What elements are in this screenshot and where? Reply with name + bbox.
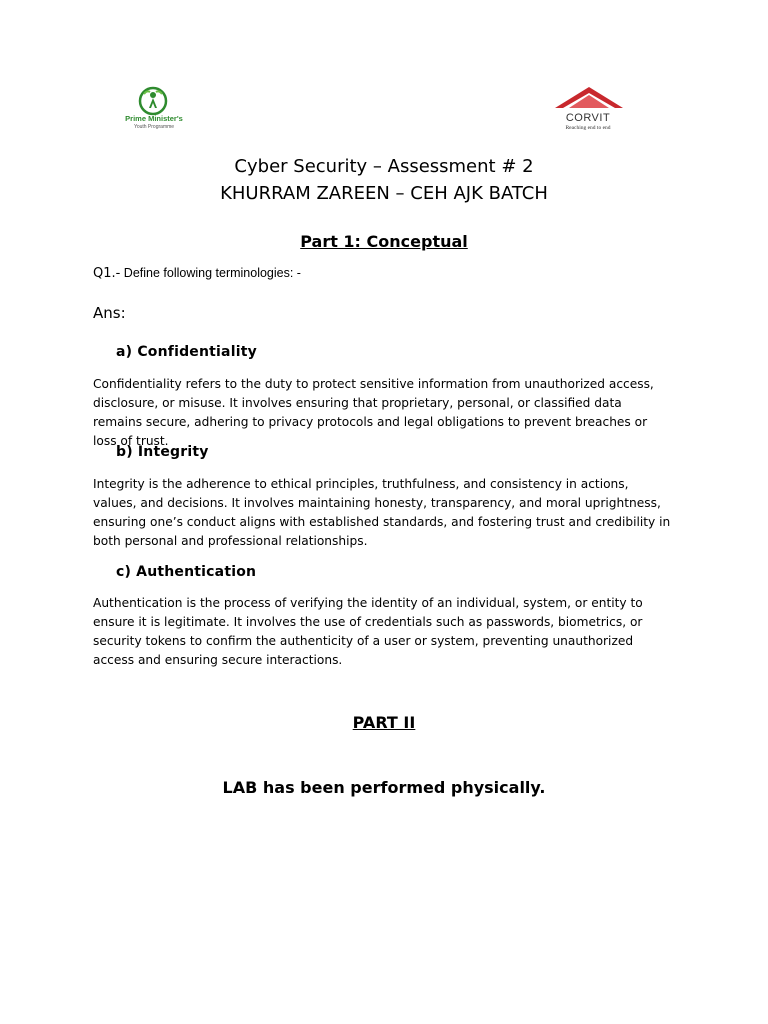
document-title: Cyber Security – Assessment # 2 bbox=[234, 156, 534, 177]
term-body-authentication: Authentication is the process of verifying the identity of an individual, system, or entity to ensure it is legitimate. It involves the use of credentials such as passwords, biometrics, or security tokens to confirm the authenticity of a user or system, preventing unauthorized access and ensuring secure interactions. bbox=[93, 596, 643, 667]
question-label: Q1.- bbox=[93, 266, 121, 281]
term-body-confidentiality: Confidentiality refers to the duty to protect sensitive information from unauthorized access, disclosure, or misuse. It involves ensuring that proprietary, personal, or classified data remains secure, adhering to privacy protocols and legal obligations to prevent breaches or loss of trust. bbox=[93, 377, 654, 448]
question-text: Define following terminologies: - bbox=[120, 266, 301, 280]
youth-programme-emblem-icon bbox=[138, 86, 168, 116]
logo-right-tagline: Reaching end to end bbox=[565, 125, 611, 131]
term-heading-authentication: c) Authentication bbox=[116, 564, 257, 580]
lab-statement: LAB has been performed physically. bbox=[222, 778, 546, 797]
question-1 bbox=[93, 264, 301, 283]
term-heading-integrity: b) Integrity bbox=[116, 444, 209, 460]
answer-label: Ans: bbox=[93, 304, 126, 322]
logo-left-subtitle: Youth Programme bbox=[133, 124, 175, 130]
part2-heading: PART II bbox=[352, 713, 416, 732]
part1-heading: Part 1: Conceptual bbox=[300, 232, 468, 251]
prime-ministers-youth-programme-logo bbox=[116, 86, 192, 138]
document-subtitle: KHURRAM ZAREEN – CEH AJK BATCH bbox=[220, 183, 548, 204]
logo-left-name: Prime Minister's bbox=[125, 114, 183, 123]
roof-icon bbox=[554, 86, 624, 112]
term-body-integrity: Integrity is the adherence to ethical principles, truthfulness, and consistency in actions, values, and decisions. It involves maintaining honesty, transparency, and moral uprightness, ensuring one’s conduct aligns with established standards, and fostering trust and credibility in both personal and professional relationships. bbox=[93, 477, 671, 548]
term-heading-confidentiality: a) Confidentiality bbox=[116, 344, 257, 360]
logo-right-name: CORVIT bbox=[565, 112, 611, 124]
corvit-logo bbox=[548, 86, 628, 136]
